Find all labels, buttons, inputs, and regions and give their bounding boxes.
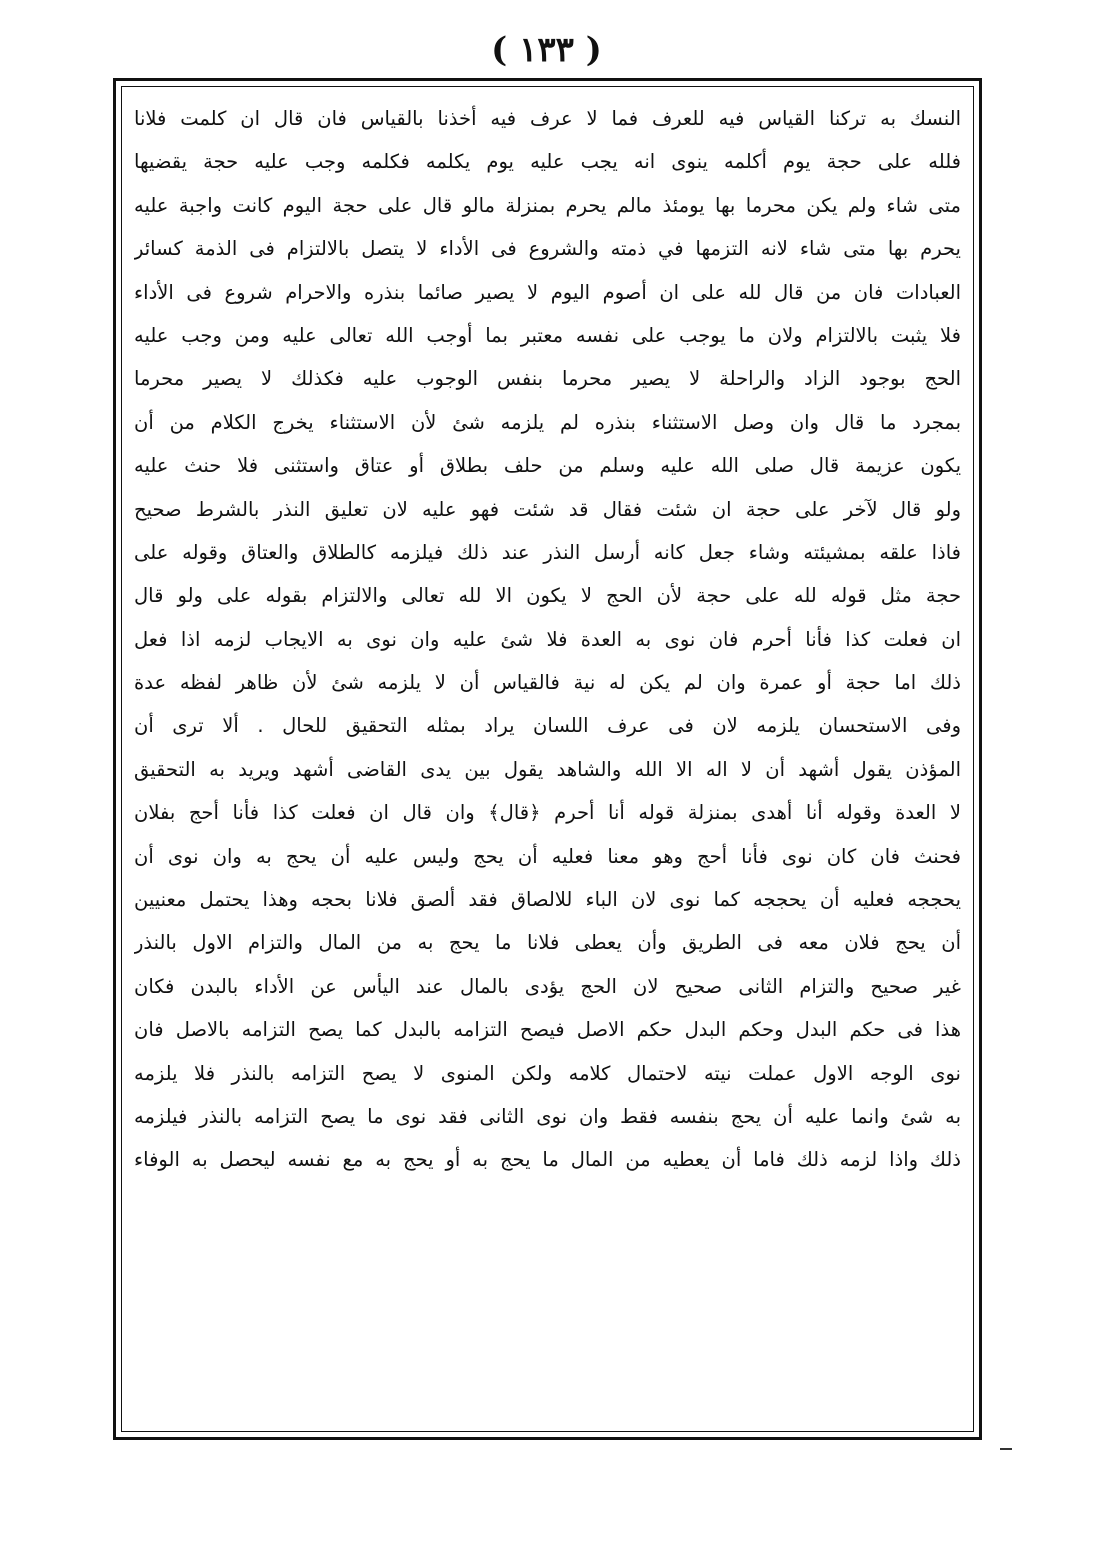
text-line: العبادات فان من قال لله على ان أصوم اليوم لا يصير صائما بنذره والاحرام شروع فى الأداء (134, 280, 961, 304)
text-line: لا العدة وقوله أنا أهدى بمنزلة قوله أنا أحرم ﴿قال﴾ وان قال ان فعلت كذا فأنا أحج بفلان (134, 801, 961, 825)
text-body (134, 97, 961, 1182)
text-line: يكون عزيمة قال صلى الله عليه وسلم من حلف بطلاق أو عتاق واستثنى فلا حنث عليه (134, 454, 961, 478)
text-line: يحرم بها متى شاء لانه التزمها في ذمته والشروع فى الأداء لا يتصل بالالتزام فى الذمة كسائر (134, 237, 961, 261)
text-line: الحج بوجود الزاد والراحلة لا يصير محرما بنفس الوجوب عليه فكذلك لا يصير محرما (134, 367, 961, 391)
text-line: يحججه فعليه أن يحججه كما نوى لان الباء للالصاق فقد ألصق فلانا بحجه وهذا يحتمل معنيين (134, 888, 961, 912)
text-line: هذا فى حكم البدل وحكم البدل حكم الاصل فيصح التزامه بالبدل كما يصح التزامه بالاصل فان (134, 1018, 961, 1042)
page-frame-inner (121, 86, 974, 1432)
text-line: أن يحج فلان معه فى الطريق وأن يعطى فلانا ما يحج به من المال والتزام الاول بالنذر (134, 931, 961, 955)
text-line: به شئ وانما عليه أن يحج بنفسه فقط وان نوى الثانى فقد نوى ما يصح التزامه بالنذر فيلزمه (134, 1104, 961, 1128)
text-line: فلا يثبت بالالتزام ولان ما يوجب على نفسه معتبر بما أوجب الله تعالى عليه ومن وجب عليه (134, 323, 961, 347)
text-line: ولو قال لآخر على حجة ان شئت فقال قد شئت فهو عليه لان تعليق النذر بالشرط صحيح (134, 497, 961, 521)
text-line: ذلك اما حجة أو عمرة وان لم يكن له نية فالقياس أن لا يلزمه شئ لأن ظاهر لفظه عدة (134, 671, 961, 695)
page-frame (113, 78, 982, 1440)
text-line: فحنث فان كان نوى فأنا أحج وهو معنا فعليه أن يحج وليس عليه أن يحج به وان نوى أن (134, 844, 961, 868)
text-line: فاذا علقه بمشيئته وشاء جعل كانه أرسل النذر عند ذلك فيلزمه كالطلاق والعتاق وقوله على (134, 540, 961, 564)
text-line: ان فعلت كذا فأنا أحرم فان نوى به العدة فلا شئ عليه وان نوى به الايجاب لزمه اذا فعل (134, 627, 961, 651)
scan-mark (1000, 1448, 1012, 1450)
text-line: فلله على حجة يوم أكلمه ينوى انه يجب عليه يوم يكلمه فكلمه وجب عليه حجة يقضيها (134, 150, 961, 174)
text-line: ذلك واذا لزمه ذلك فاما أن يعطيه من المال ما يحج به أو يحج به مع نفسه ليحصل به الوفاء (134, 1148, 961, 1172)
text-line: حجة مثل قوله لله على حجة لأن الحج لا يكون الا لله تعالى والالتزام بقوله على ولو قال (134, 584, 961, 608)
text-line: غير صحيح والتزام الثانى صحيح لان الحج يؤدى بالمال عند اليأس عن الأداء بالبدن فكان (134, 974, 961, 998)
text-line: وفى الاستحسان يلزمه لان فى عرف اللسان يراد بمثله التحقيق للحال . ألا ترى أن (134, 714, 961, 738)
text-line: متى شاء ولم يكن محرما بها يومئذ مالم يحرم بمنزلة مالو قال على حجة اليوم كانت واجبة عليه (134, 193, 961, 217)
text-line: المؤذن يقول أشهد أن لا اله الا الله والشاهد يقول بين يدى القاضى أشهد ويريد به التحقيق (134, 757, 961, 781)
page-number: ( ١٣٣ ) (491, 30, 602, 70)
text-line: النسك به تركنا القياس فيه للعرف فما لا عرف فيه أخذنا بالقياس فان قال ان كلمت فلانا (134, 107, 961, 130)
text-line: بمجرد ما قال وان وصل الاستثناء بنذره لم يلزمه شئ لأن الاستثناء يخرج الكلام من أن (134, 410, 961, 434)
text-line: نوى الوجه الاول عملت نيته لاحتمال كلامه ولكن المنوى لا يصح التزامه بالنذر فلا يلزمه (134, 1061, 961, 1085)
